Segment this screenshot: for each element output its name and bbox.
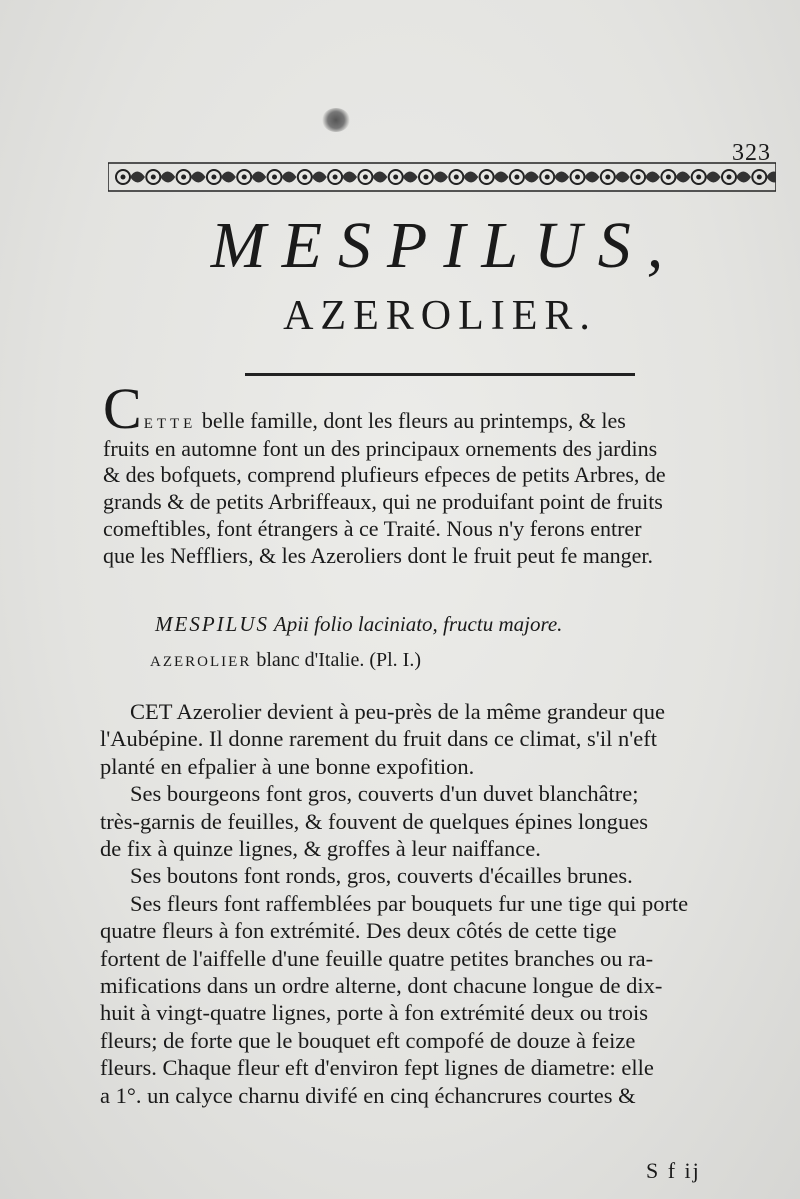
body-line: de fix à quinze lignes, & groffes à leur naiffance. xyxy=(100,836,541,862)
body-line: planté en efpalier à une bonne expofition. xyxy=(100,753,475,779)
ink-blot xyxy=(322,108,350,132)
body-line: CET Azerolier devient à peu-près de la même grandeur que xyxy=(130,699,665,724)
body-line: fortent de l'aiffelle d'une feuille quatre petites branches ou ra- xyxy=(100,945,654,971)
body-line: très-garnis de feuilles, & fouvent de quelques épines longues xyxy=(100,808,648,834)
body-line: quatre fleurs à fon extrémité. Des deux côtés de cette tige xyxy=(100,918,617,944)
body-line: Ses fleurs font raffemblées par bouquets fur une tige qui porte xyxy=(130,890,689,916)
page-number: 323 xyxy=(732,140,771,166)
intro-paragraph xyxy=(103,376,788,569)
drop-cap: C xyxy=(103,376,142,441)
body-line: mifications dans un ordre alterne, dont chacune longue de dix- xyxy=(100,973,663,999)
intro-smallcaps: ETTE xyxy=(143,416,197,432)
species-latin-name: MESPILUS Apii folio laciniato, fructu majore. xyxy=(155,612,563,636)
intro-line: que les Neffliers, & les Azeroliers dont le fruit peut fe manger. xyxy=(103,542,654,568)
intro-line: comeftibles, font étrangers à ce Traité. Nous n'y ferons entrer xyxy=(103,515,642,541)
body-line: Ses bourgeons font gros, couverts d'un duvet blanchâtre; xyxy=(130,781,639,807)
body-line: fleurs; de forte que le bouquet eft compofé de douze à feize xyxy=(100,1027,636,1053)
body-line: l'Aubépine. Il donne rarement du fruit dans ce climat, s'il n'eft xyxy=(100,726,657,752)
species-french-name: AZEROLIER blanc d'Italie. (Pl. I.) xyxy=(150,649,421,671)
floral-ornament-band xyxy=(108,160,776,194)
intro-line: & des bofquets, comprend plufieurs efpeces de petits Arbres, de xyxy=(103,462,666,488)
title-rule xyxy=(245,373,635,376)
body-text xyxy=(100,698,788,1109)
signature-mark: S f ij xyxy=(646,1158,701,1183)
intro-line: grands & de petits Arbriffeaux, qui ne produifant point de fruits xyxy=(103,489,663,515)
page-subtitle: AZEROLIER. xyxy=(283,293,597,339)
body-line: fleurs. Chaque fleur eft d'environ fept lignes de diametre: elle xyxy=(100,1055,654,1081)
body-line: Ses boutons font ronds, gros, couverts d'écailles brunes. xyxy=(130,863,633,889)
body-line: a 1°. un calyce charnu divifé en cinq échancrures courtes & xyxy=(100,1082,636,1108)
intro-line: belle famille, dont les fleurs au printemps, & les xyxy=(201,408,626,433)
body-line: huit à vingt-quatre lignes, porte à fon extrémité deux ou trois xyxy=(100,1000,648,1026)
page-title: MESPILUS, xyxy=(210,209,680,282)
intro-line: fruits en automne font un des principaux ornements des jardins xyxy=(103,435,658,461)
